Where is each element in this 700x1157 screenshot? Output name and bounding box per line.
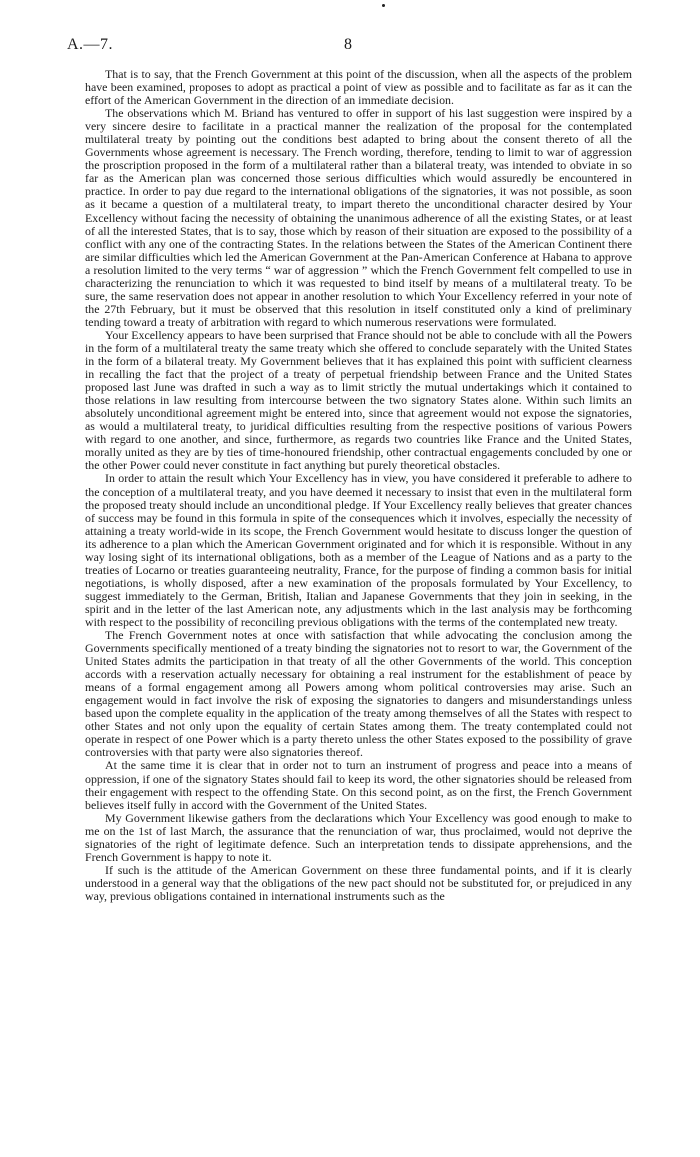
paragraph: The French Government notes at once with satisfaction that while advocating the conclusion among the Governments specifically mentioned of a treaty binding the signatories not to resort to war, the Government of the United States admits the participation in that treaty of all the other Governments of the world. This conception accords with a reservation actually necessary for obtaining a real instrument for the establishment of peace by means of a formal engagement among all Powers among whom political controversies may arise. Such an engagement would in fact involve the risk of exposing the signatories to dangers and misunderstandings unless based upon the complete equality in the application of the treaty among themselves of all the States with respect to other States and not only upon the equality of certain States among them. The treaty contemplated could not operate in respect of one Power which is a party thereto unless the other States exposed to the possibility of grave controversies with that party were also signatories thereof. bbox=[85, 628, 632, 760]
document-body bbox=[85, 68, 632, 903]
document-reference: A.—7. bbox=[67, 36, 114, 53]
print-speck bbox=[382, 4, 385, 7]
paragraph: At the same time it is clear that in order not to turn an instrument of progress and peace into a means of oppression, if one of the signatory States should fail to keep its word, the other signatories should be released from their engagement with respect to the offending State. On this second point, as on the first, the French Government believes itself fully in accord with the Government of the United States. bbox=[85, 758, 632, 812]
paragraph: Your Excellency appears to have been surprised that France should not be able to conclude with all the Powers in the form of a multilateral treaty the same treaty which she offered to conclude separately with the United States in the form of a bilateral treaty. My Government believes that it has explained this point with sufficient clearness in recalling the fact that the project of a treaty of perpetual friendship between France and the United States proposed last June was drafted in such a way as to limit strictly the mutual undertakings which it contained to those relations in law resulting from intercourse between the two signatory States alone. Within such limits an absolutely unconditional agreement might be entered into, since that agreement would not expose the signatories, as would a multilateral treaty, to juridical difficulties resulting from the respective positions of various Powers with regard to one another, and since, furthermore, as regards two countries like France and the United States, morally united as they are by ties of time-honoured friendship, other contractual engagements concluded by one or the other Power could never constitute in fact anything but purely theoretical obstacles. bbox=[85, 327, 632, 473]
paragraph: If such is the attitude of the American Government on these three fundamental points, and if it is clearly understood in a general way that the obligations of the new pact should not be substituted for, or prejudiced in any way, previous obligations contained in international instruments such as the bbox=[85, 862, 632, 903]
paragraph: My Government likewise gathers from the declarations which Your Excellency was good enough to make to me on the 1st of last March, the assurance that the renunciation of war, thus proclaimed, would not deprive the signatories of the right of legitimate defence. Such an interpretation tends to dissipate apprehensions, and the French Government is happy to note it. bbox=[85, 810, 632, 864]
paragraph: The observations which M. Briand has ventured to offer in support of his last suggestion were inspired by a very sincere desire to facilitate in a practical manner the realization of the proposal for the contemplated multilateral treaty by pointing out the conditions best adapted to bring about the consent thereto of all the Governments whose agreement is necessary. The French wording, therefore, tending to limit to war of aggression the proscription proposed in the form of a multilateral rather than a bilateral treaty, was intended to obviate in so far as the American plan was concerned those serious difficulties which would assuredly be encountered in practice. In order to pay due regard to the international obligations of the signatories, it was not possible, as soon as it became a question of a multilateral treaty, to impart thereto the unconditional character desired by Your Excellency without facing the necessity of obtaining the unanimous adherence of all the existing States, or at least of all the interested States, that is to say, those which by reason of their situation are exposed to the possibility of a conflict with any one of the contracting States. In the relations between the States of the American Continent there are similar difficulties which led the American Government at the Pan-American Conference at Habana to approve a resolution limited to the very terms “ war of aggression ” which the French Government felt compelled to use in characterizing the renunciation to which it was requested to bind itself by means of a multilateral treaty. To be sure, the same reservation does not appear in another resolution to which Your Excellency referred in your note of the 27th February, but it must be observed that this resolution in itself constituted only a kind of preliminary tending toward a treaty of arbitration with regard to which numerous reservations were formulated. bbox=[85, 106, 632, 329]
paragraph: In order to attain the result which Your Excellency has in view, you have considered it preferable to adhere to the conception of a multilateral treaty, and you have deemed it necessary to insist that even in the multilateral form the proposed treaty should include an unconditional pledge. If Your Excellency really believes that greater chances of success may be found in this formula in spite of the consequences which it involves, especially the necessity of attaining a treaty world-wide in its scope, the French Government would hesitate to discuss longer the question of its adherence to a plan which the American Government originated and for which it is responsible. Without in any way losing sight of its international obligations, both as a member of the League of Nations and as a party to the treaties of Locarno or treaties guaranteeing neutrality, France, for the purpose of finding a common basis for initial negotiations, is wholly disposed, after a new examination of the proposals formulated by Your Excellency, to suggest immediately to the German, British, Italian and Japanese Governments that they join in seeking, in the spirit and in the letter of the last American note, any adjustments which in the last analysis may be forthcoming with respect to the possibility of reconciling previous obligations with the terms of the contemplated new treaty. bbox=[85, 471, 632, 629]
paragraph: That is to say, that the French Government at this point of the discussion, when all the aspects of the problem have been examined, proposes to adopt as practical a point of view as possible and to facilitate as far as it can the effort of the American Government in the direction of an immediate decision. bbox=[85, 67, 632, 108]
page-number: 8 bbox=[344, 36, 352, 53]
page-header bbox=[67, 36, 632, 56]
